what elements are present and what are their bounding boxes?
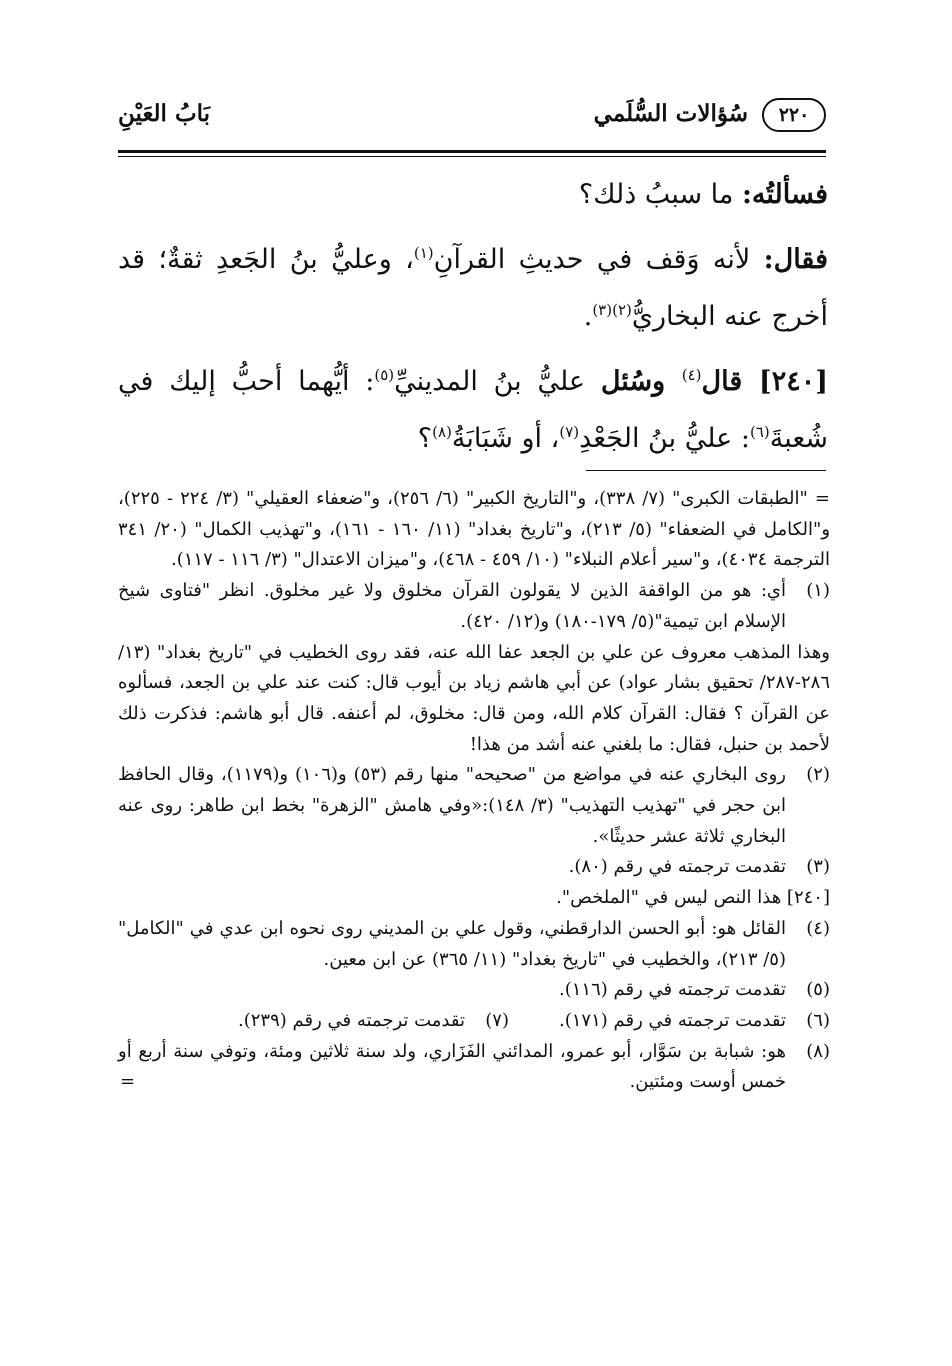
footnote-ref-6[interactable]: (٦)	[749, 423, 770, 441]
footnote-number: (٦)	[806, 1009, 830, 1031]
paragraph-lead: فقال:	[763, 244, 828, 275]
header-rule-thin	[118, 156, 826, 157]
paragraph-lead: قال	[701, 366, 759, 397]
entry-number: [٢٤٠]	[758, 366, 828, 397]
footnote-number: (٥)	[806, 979, 830, 1001]
chapter-title: بَابُ العَيْنِ	[118, 100, 211, 127]
paragraph-text: ؟	[417, 423, 433, 454]
paragraph-text: لأنه وَقف في حديثِ القرآنِ	[433, 244, 764, 275]
paragraph-question	[118, 166, 828, 223]
footnote-number: (٣)	[806, 856, 830, 878]
paragraph-240	[118, 353, 828, 467]
footnote-ref-4[interactable]: (٤)	[681, 366, 702, 384]
book-title: سُؤالات السُّلَمي	[593, 100, 748, 127]
paragraph-text: : عليُّ بنُ الجَعْدِ	[579, 423, 750, 454]
continuation-mark: =	[120, 1071, 136, 1093]
running-header	[118, 92, 826, 152]
paragraph-text: .	[583, 301, 593, 332]
footnote-number: (٨)	[806, 1040, 830, 1062]
footnote-5	[118, 975, 830, 1006]
paragraph-text: : أيُّهما أحبُّ إليك في شُعبةَ	[118, 366, 828, 454]
paragraph-text: ما سببُ ذلك؟	[578, 179, 742, 210]
footnote-text: هو: شبابة بن سَوَّار، أبو عمرو، المدائني الفَزَاري، ولد سنة ثلاثين ومئة، وتوفي سنة أربع أو خمس أوست ومئتين.	[118, 1040, 786, 1093]
footnote-text: تقدمت ترجمته في رقم (١٧١).	[559, 1009, 786, 1031]
footnote-1	[118, 576, 830, 637]
main-text	[118, 166, 828, 475]
footnote-ref-2-3[interactable]: (٢)(٣)	[592, 301, 632, 319]
footnote-ref-1[interactable]: (١)	[413, 244, 434, 262]
footnote-number: (٧)	[485, 1009, 509, 1031]
footnote-number: (٤)	[806, 917, 830, 939]
footnote-ref-5[interactable]: (٥)	[374, 366, 395, 384]
footnote-number: (١)	[806, 580, 830, 602]
footnote-6	[559, 1006, 830, 1037]
footnote-7	[238, 1006, 509, 1037]
footnote-row-6-7	[118, 1006, 830, 1037]
paragraph-answer	[118, 231, 828, 345]
footnote-text: روى البخاري عنه في مواضع من "صحيحه" منها رقم (٥٣) و(١٠٦) و(١١٧٩)، وقال الحافظ ابن حجر في "تهذيب التهذيب" (٣/ ١٤٨):«وفي هامش "الزهرة" بخط ابن طاهر: روى عنه البخاري ثلاثة عشر حديثًا».	[118, 764, 786, 847]
footnote-3	[118, 852, 830, 883]
page-number: ٢٢٠	[762, 98, 826, 132]
footnote-1-extra: وهذا المذهب معروف عن علي بن الجعد عفا الله عنه، فقد روى الخطيب في "تاريخ بغداد" (١٣/ ٢٨٦-٢٨٧/ تحقيق بشار عواد) عن أبي هاشم زياد بن أيوب قال: كنت عند علي بن الجعد، فسألوه عن القرآن ؟ فقال: القرآن كلام الله، ومن قال: مخلوق، لم أعنفه. قال أبو هاشم: فذكرت ذلك لأحمد بن حنبل، فقال: ما بلغني عنه أشد من هذا!	[118, 641, 830, 755]
paragraph-lead: فسألتُه:	[741, 179, 828, 210]
footnote-continuation: = "الطبقات الكبرى" (٧/ ٣٣٨)، و"التاريخ الكبير" (٦/ ٢٥٦)، و"ضعفاء العقيلي" (٣/ ٢٢٤ - ٢٢٥)، و"الكامل في الضعفاء" (٥/ ٢١٣)، و"تاريخ بغداد" (١١/ ١٦٠ - ١٦١)، و"تهذيب الكمال" (٢٠/ ٣٤١ الترجمة ٤٠٣٤)، و"سير أعلام النبلاء" (١٠/ ٤٥٩ - ٤٦٨)، و"ميزان الاعتدال" (٣/ ١١٦ - ١١٧).	[118, 488, 831, 571]
paragraph-text: عليُّ بنُ المدينيِّ	[394, 366, 601, 397]
footnote-ref-7[interactable]: (٧)	[559, 423, 580, 441]
footnote-ref-8[interactable]: (٨)	[432, 423, 452, 441]
footnote-8	[118, 1037, 830, 1098]
footnote-2	[118, 760, 830, 852]
footnote-number: (٢)	[806, 764, 830, 786]
footnote-text: أي: هو من الواقفة الذين لا يقولون القرآن مخلوق ولا غير مخلوق. انظر "فتاوى شيخ الإسلام ابن تيمية"(٥/ ١٧٩-١٨٠) و(١٢/ ٤٢٠).	[118, 580, 786, 632]
footnote-text: تقدمت ترجمته في رقم (١١٦).	[559, 979, 786, 1001]
paragraph-lead: وسُئل	[600, 366, 682, 397]
paragraph-text: ، وعليُّ بنُ الجَعدِ ثقةٌ؛ قد أخرج عنه البخاريُّ	[118, 244, 828, 332]
footnote-4	[118, 914, 830, 975]
paragraph-text: ، أو شَبَابَةُ	[451, 423, 560, 454]
footnote-separator	[586, 470, 826, 471]
footnote-text: تقدمت ترجمته في رقم (٨٠).	[568, 856, 786, 878]
header-rule-thick	[118, 150, 826, 153]
footnotes	[118, 484, 830, 1098]
footnote-text: تقدمت ترجمته في رقم (٢٣٩).	[238, 1009, 465, 1031]
section-note-240: [٢٤٠] هذا النص ليس في "الملخص".	[556, 887, 830, 909]
footnote-text: القائل هو: أبو الحسن الدارقطني، وقول علي بن المديني روى نحوه ابن عدي في "الكامل" (٥/ ٢١٣)، والخطيب في "تاريخ بغداد" (١١/ ٣٦٥) عن ابن معين.	[118, 917, 786, 970]
